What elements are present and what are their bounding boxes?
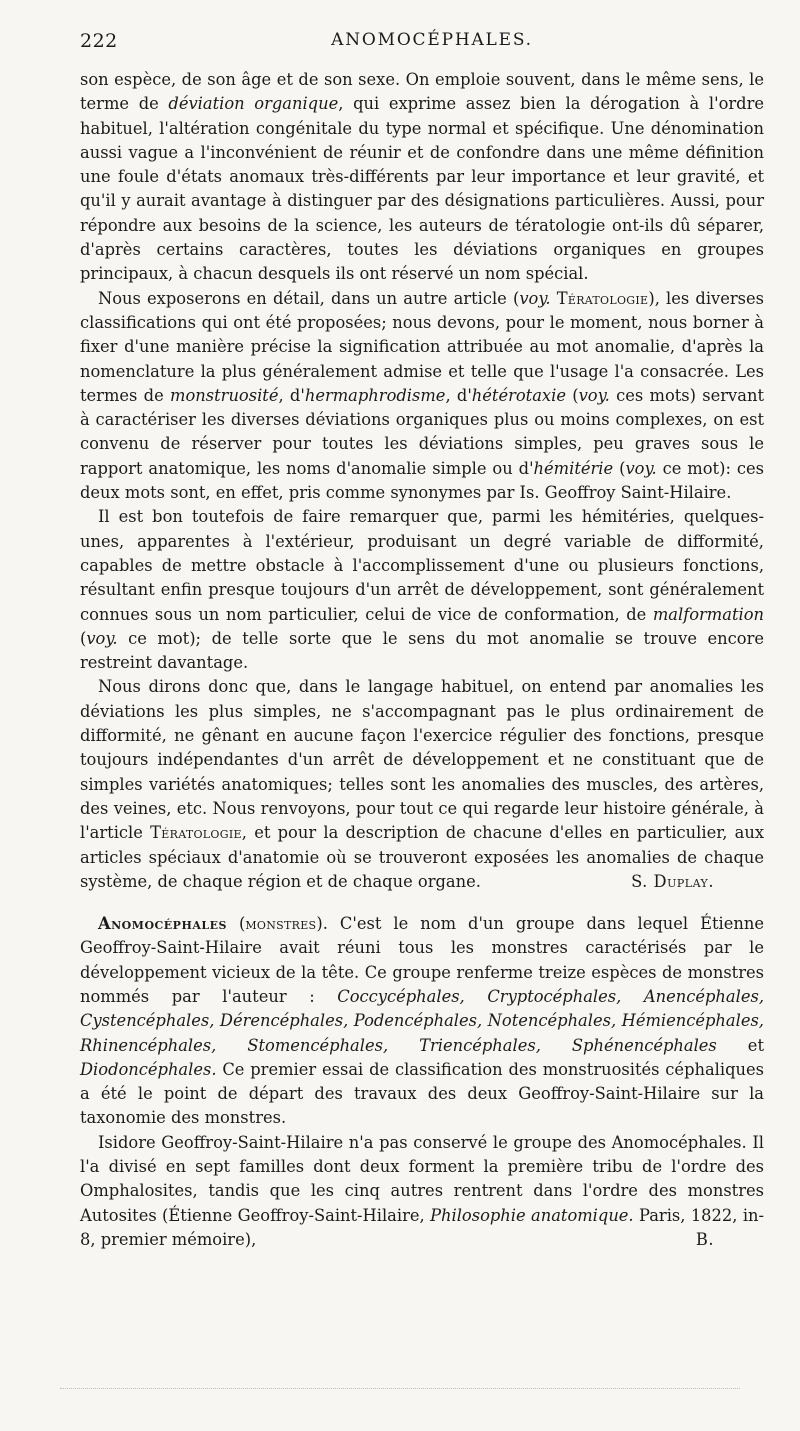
author-signature: S. Duplay. (631, 871, 714, 891)
text-run: , et pour la description de chacune d'elles en particulier, aux articles spéciaux d'anatomie où se trouveront exposées les anomalies de chaque système, de chaque région et de chaque organe. (80, 823, 764, 891)
italic-term-list: Coccycéphales, Cryptocéphales, Anencéphales, Cystencéphales, Dérencéphales, Podencéphales, Notencéphales, Hémiencéphales, Rhinencéphales, Stomencéphales, Triencéphales, Sphénencéphales (80, 986, 764, 1055)
text-run: Il est bon toutefois de faire remarquer que, parmi les hémitéries, quelques-unes, apparentes à l'extérieur, produisant un degré variable de difformité, capables de mettre obstacle à l'accomplissement d'une ou plusieurs fonctions, résultant enfin presque toujours d'un arrêt de développement, sont généralement connues sous un nom particulier, celui de vice de conformation, de (80, 507, 764, 624)
italic-title: Philosophie anatomique. (430, 1205, 634, 1225)
text-run: ( (613, 458, 626, 478)
text-run: Nous exposerons en détail, dans un autre article ( (98, 288, 520, 308)
text-run: et (716, 1035, 764, 1055)
paragraph-classifications (80, 287, 764, 506)
paragraph-anomocephales-entry (80, 912, 764, 1131)
italic-term: hétérotaxie (471, 385, 566, 405)
italic-term: voy. (519, 288, 551, 308)
italic-term: déviation organique (168, 94, 339, 114)
text-run: ce mot); de telle sorte que le sens du mot anomalie se trouve encore restreint davantage. (80, 628, 764, 673)
italic-term: voy. (625, 458, 657, 478)
italic-term: hémitérie (533, 458, 614, 478)
cross-reference: Tératologie (556, 288, 649, 308)
text-run: Ce premier essai de classification des monstruosités céphaliques a été le point de départ des travaux des deux Geoffroy-Saint-Hilaire sur la taxonomie des monstres. (80, 1059, 764, 1128)
text-run: ces mots) servant à caractériser les diverses déviations organiques plus ou moins complexes, on est convenu de réserver pour toutes les déviations simples, peu graves sous le rapport anatomique, les noms d'anomalie simple ou d' (80, 385, 764, 478)
cross-reference: Tératologie (150, 823, 242, 843)
text-run: ce mot): ces deux mots sont, en effet, pris comme synonymes par Is. Geoffroy Saint-Hilaire. (80, 458, 764, 503)
italic-term: voy. (86, 628, 118, 648)
paragraph-isidore (80, 1131, 764, 1252)
text-run: Nous dirons donc que, dans le langage habituel, on entend par anomalies les déviations les plus simples, ne s'accompagnant pas le plus ordinairement de difformité, ne gênant en aucune façon l'exercice régulier des fonctions, presque toujours indépendantes d'un arrêt de développement et ne constituant que de simples variétés anatomiques; telles sont les anomalies des muscles, des artères, des veines, etc. Nous renvoyons, pour tout ce qui regarde leur histoire générale, à l'article (80, 677, 764, 843)
text-run: ), les diverses classifications qui ont été proposées; nous devons, pour le moment, nous borner à fixer d'une manière précise la signification attribuée au mot anomalie, d'après la nomenclature la plus généralement admise et telle que l'usage l'a consacrée. Les termes de (80, 288, 764, 405)
text-run: ). C'est le nom d'un groupe dans lequel Étienne Geoffroy-Saint-Hilaire avait réuni tous les monstres caractérisés par le développement vicieux de la tête. Ce groupe renferme treize espèces de monstres nommés par l'auteur : (80, 914, 765, 1006)
paragraph-hemiteries (80, 505, 764, 675)
article-separator (80, 894, 764, 912)
italic-term: hermaphrodisme (304, 385, 446, 405)
italic-term: monstruosité (170, 385, 279, 405)
italic-term: malformation (652, 604, 764, 624)
text-run: Paris, 1822, in-8, premier mémoire), (80, 1205, 765, 1249)
text-run: son espèce, de son âge et de son sexe. On emploie souvent, dans le même sens, le terme de (80, 70, 764, 114)
text-run: , d' (445, 385, 472, 405)
italic-term: voy. (578, 385, 610, 405)
page-number: 222 (80, 30, 118, 52)
body-text (80, 68, 764, 1252)
text-run: ( (226, 914, 246, 934)
text-run: Isidore Geoffroy-Saint-Hilaire n'a pas conservé le groupe des Anomocéphales. Il l'a divisé en sept familles dont deux forment la première tribu de l'ordre des Omphalosites, tandis que les cinq autres rentrent dans l'ordre des monstres Autosites (Étienne Geoffroy-Saint-Hilaire, (80, 1132, 764, 1225)
running-head (80, 30, 764, 60)
paragraph-conclusion (80, 675, 764, 894)
running-title: ANOMOCÉPHALES. (331, 30, 533, 50)
entry-category: monstres (245, 914, 317, 934)
text-run: ( (80, 628, 87, 648)
italic-term: Diodoncéphales. (80, 1059, 217, 1079)
paragraph-anomalie-continued (80, 68, 764, 287)
author-signature: B. (695, 1229, 714, 1249)
page-bottom-rule (60, 1388, 740, 1390)
entry-headword: Anomocéphales (98, 914, 227, 934)
text-run: , qui exprime assez bien la dérogation à l'ordre habituel, l'altération congénitale du type normal et spécifique. Une dénomination aussi vague a l'inconvénient de réunir et de confondre dans une même définition une foule d'états anomaux très-différents par leur importance et leur gravité, et qu'il y aurait avantage à distinguer par des désignations particulières. Aussi, pour répondre aux besoins de la science, les auteurs de tératologie ont-ils dû séparer, d'après certains caractères, toutes les déviations organiques en groupes principaux, à chacun desquels ils ont réservé un nom spécial. (80, 94, 764, 284)
text-run: ( (565, 385, 579, 405)
text-run: , d' (278, 385, 305, 405)
